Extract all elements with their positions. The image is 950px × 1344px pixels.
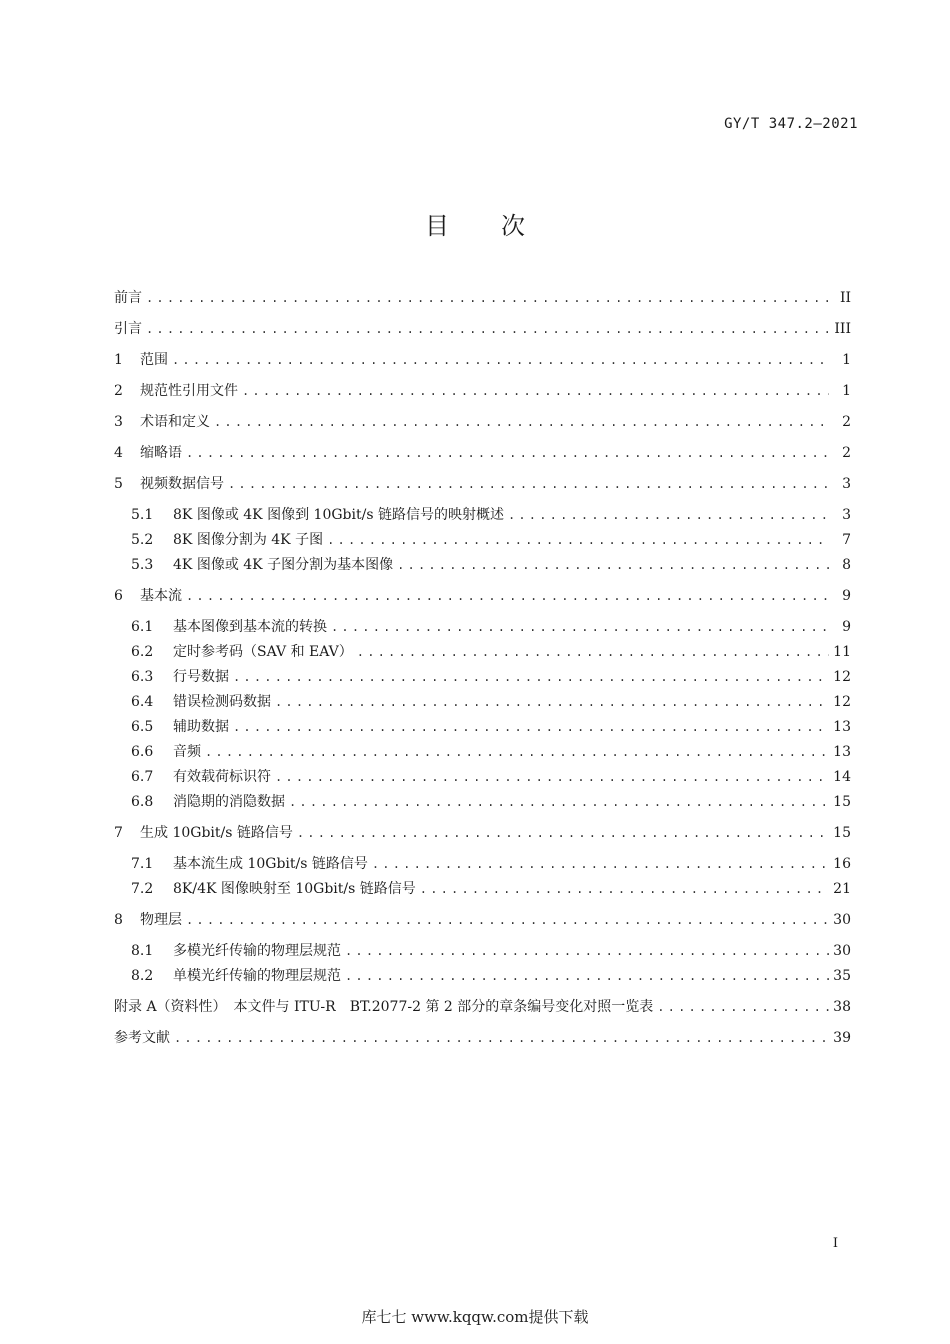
toc-entry-page: 30: [833, 943, 851, 959]
toc-entry-page: 1: [842, 352, 851, 368]
dot-leader: [233, 666, 829, 688]
dot-leader: [508, 504, 829, 526]
toc-entry-label: 前言: [114, 290, 142, 306]
toc-entry-number: 5.1: [131, 507, 154, 523]
toc-subentry[interactable]: [131, 791, 851, 813]
dot-leader: [233, 716, 829, 738]
toc-entry-page: III: [834, 321, 851, 337]
toc-entry-label: 有效载荷标识符: [173, 769, 271, 785]
dot-leader: [420, 878, 829, 900]
dot-leader: [397, 554, 829, 576]
toc-entry-number: 7: [114, 825, 123, 841]
dot-leader: [657, 996, 829, 1018]
toc-entry-label: 行号数据: [173, 669, 229, 685]
toc-entry-label: 附录 A（资料性） 本文件与 ITU-R BT.2077-2 第 2 部分的章条编号变化对照一览表: [114, 999, 654, 1015]
toc-entry-number: 6.6: [131, 744, 154, 760]
toc-entry-page: 11: [833, 644, 851, 660]
toc-entry-label: 术语和定义: [140, 414, 210, 430]
toc-entry-number: 6.3: [131, 669, 154, 685]
toc-entry-label: 物理层: [140, 912, 182, 928]
toc-entry-number: 6.7: [131, 769, 154, 785]
page-number: I: [832, 1236, 838, 1251]
toc-entry-number: 7.2: [131, 881, 154, 897]
dot-leader: [289, 791, 829, 813]
dot-leader: [327, 529, 829, 551]
toc-entry-page: 16: [833, 856, 851, 872]
toc-entry-label: 规范性引用文件: [140, 383, 238, 399]
toc-entry-number: 2: [114, 383, 123, 399]
page-title: [0, 206, 950, 241]
toc-entry-number: 6.8: [131, 794, 154, 810]
dot-leader: [345, 965, 829, 987]
toc-entry-page: II: [839, 290, 851, 306]
toc-entry-label: 定时参考码（SAV 和 EAV）: [173, 644, 353, 660]
dot-leader: [186, 909, 829, 931]
toc-entry-number: 5.3: [131, 557, 154, 573]
toc-entry-page: 9: [842, 588, 851, 604]
toc-entry-page: 15: [833, 794, 851, 810]
footer-watermark: 库七七 www.kqqw.com提供下载: [361, 1308, 589, 1326]
toc-entry-page: 3: [842, 507, 851, 523]
toc-entry-page: 1: [842, 383, 851, 399]
toc-entry-label: 基本流生成 10Gbit/s 链路信号: [173, 856, 368, 872]
toc-entry-page: 12: [833, 694, 851, 710]
toc-entry-page: 8: [842, 557, 851, 573]
toc-subentry[interactable]: [131, 616, 851, 638]
toc-entry-page: 35: [833, 968, 851, 984]
toc-entry-page: 13: [833, 744, 851, 760]
toc-entry-label: 8K 图像或 4K 图像到 10Gbit/s 链路信号的映射概述: [173, 507, 504, 523]
title-char-2: 次: [501, 212, 525, 240]
toc-entry-label: 参考文献: [114, 1030, 170, 1046]
toc-entry[interactable]: [114, 909, 851, 931]
toc-entry-number: 6.5: [131, 719, 154, 735]
toc-entry-number: 6.2: [131, 644, 154, 660]
toc-entry-label: 基本图像到基本流的转换: [173, 619, 327, 635]
dot-leader: [186, 585, 829, 607]
toc-subentry[interactable]: [131, 741, 851, 763]
dot-leader: [357, 641, 829, 663]
dot-leader: [372, 853, 829, 875]
toc-entry-label: 多模光纤传输的物理层规范: [173, 943, 341, 959]
toc-entry-page: 3: [842, 476, 851, 492]
toc-entry[interactable]: [114, 473, 851, 495]
toc-entry-page: 13: [833, 719, 851, 735]
dot-leader: [174, 1027, 829, 1049]
toc-entry-page: 2: [842, 414, 851, 430]
toc-entry-number: 5.2: [131, 532, 154, 548]
toc-entry-page: 9: [842, 619, 851, 635]
toc-entry-label: 8K/4K 图像映射至 10Gbit/s 链路信号: [173, 881, 416, 897]
toc-entry-label: 生成 10Gbit/s 链路信号: [140, 825, 293, 841]
toc-entry-number: 3: [114, 414, 123, 430]
toc-entry-label: 4K 图像或 4K 子图分割为基本图像: [173, 557, 394, 573]
toc-entry[interactable]: [114, 442, 851, 464]
toc-entry-label: 单模光纤传输的物理层规范: [173, 968, 341, 984]
toc-entry-number: 1: [114, 352, 123, 368]
title-char-1: 目: [425, 212, 449, 240]
dot-leader: [214, 411, 829, 433]
dot-leader: [345, 940, 829, 962]
toc-entry-label: 引言: [114, 321, 142, 337]
dot-leader: [205, 741, 829, 763]
toc-entry[interactable]: [114, 1027, 851, 1049]
toc-entry-number: 6: [114, 588, 123, 604]
toc-entry-number: 7.1: [131, 856, 154, 872]
toc-subentry[interactable]: [131, 940, 851, 962]
toc-entry-page: 15: [833, 825, 851, 841]
toc-subentry[interactable]: [131, 766, 851, 788]
toc-subentry[interactable]: [131, 641, 851, 663]
toc-entry-label: 音频: [173, 744, 201, 760]
toc-entry[interactable]: [114, 318, 851, 340]
toc-entry-label: 基本流: [140, 588, 182, 604]
toc-subentry[interactable]: [131, 666, 851, 688]
toc-entry-label: 消隐期的消隐数据: [173, 794, 285, 810]
toc-subentry[interactable]: [131, 965, 851, 987]
toc-subentry[interactable]: [131, 716, 851, 738]
toc-entry-page: 7: [842, 532, 851, 548]
toc-entry-page: 2: [842, 445, 851, 461]
dot-leader: [275, 691, 829, 713]
toc-subentry[interactable]: [131, 853, 851, 875]
toc-entry-number: 8.2: [131, 968, 154, 984]
toc-entry-number: 6.1: [131, 619, 154, 635]
toc-entry[interactable]: [114, 411, 851, 433]
toc-subentry[interactable]: [131, 691, 851, 713]
toc-entry-label: 辅助数据: [173, 719, 229, 735]
toc-subentry[interactable]: [131, 878, 851, 900]
toc-subentry[interactable]: [131, 529, 851, 551]
dot-leader: [228, 473, 829, 495]
toc-entry[interactable]: [114, 822, 851, 844]
toc-entry-number: 5: [114, 476, 123, 492]
toc-entry-page: 30: [833, 912, 851, 928]
toc-entry-page: 39: [833, 1030, 851, 1046]
toc-entry-annex[interactable]: [114, 996, 851, 1018]
toc-entry-label: 缩略语: [140, 445, 182, 461]
toc-entry-page: 14: [833, 769, 851, 785]
dot-leader: [146, 318, 829, 340]
toc-subentry[interactable]: [131, 504, 851, 526]
toc-entry-label: 视频数据信号: [140, 476, 224, 492]
toc-entry-number: 8: [114, 912, 123, 928]
toc-entry-number: 6.4: [131, 694, 154, 710]
dot-leader: [172, 349, 829, 371]
dot-leader: [146, 287, 829, 309]
toc-entry-label: 错误检测码数据: [173, 694, 271, 710]
toc-entry-page: 38: [833, 999, 851, 1015]
toc-entry-number: 8.1: [131, 943, 154, 959]
dot-leader: [331, 616, 829, 638]
toc-entry[interactable]: [114, 380, 851, 402]
toc-entry-number: 4: [114, 445, 123, 461]
toc-entry-page: 21: [833, 881, 851, 897]
dot-leader: [297, 822, 829, 844]
document-code: GY/T 347.2—2021: [724, 116, 858, 132]
toc-subentry[interactable]: [131, 554, 851, 576]
dot-leader: [275, 766, 829, 788]
dot-leader: [242, 380, 829, 402]
toc-entry[interactable]: [114, 287, 851, 309]
toc-entry-label: 8K 图像分割为 4K 子图: [173, 532, 324, 548]
toc-entry-page: 12: [833, 669, 851, 685]
toc-entry[interactable]: [114, 349, 851, 371]
dot-leader: [186, 442, 829, 464]
toc-entry[interactable]: [114, 585, 851, 607]
toc-entry-label: 范围: [140, 352, 168, 368]
